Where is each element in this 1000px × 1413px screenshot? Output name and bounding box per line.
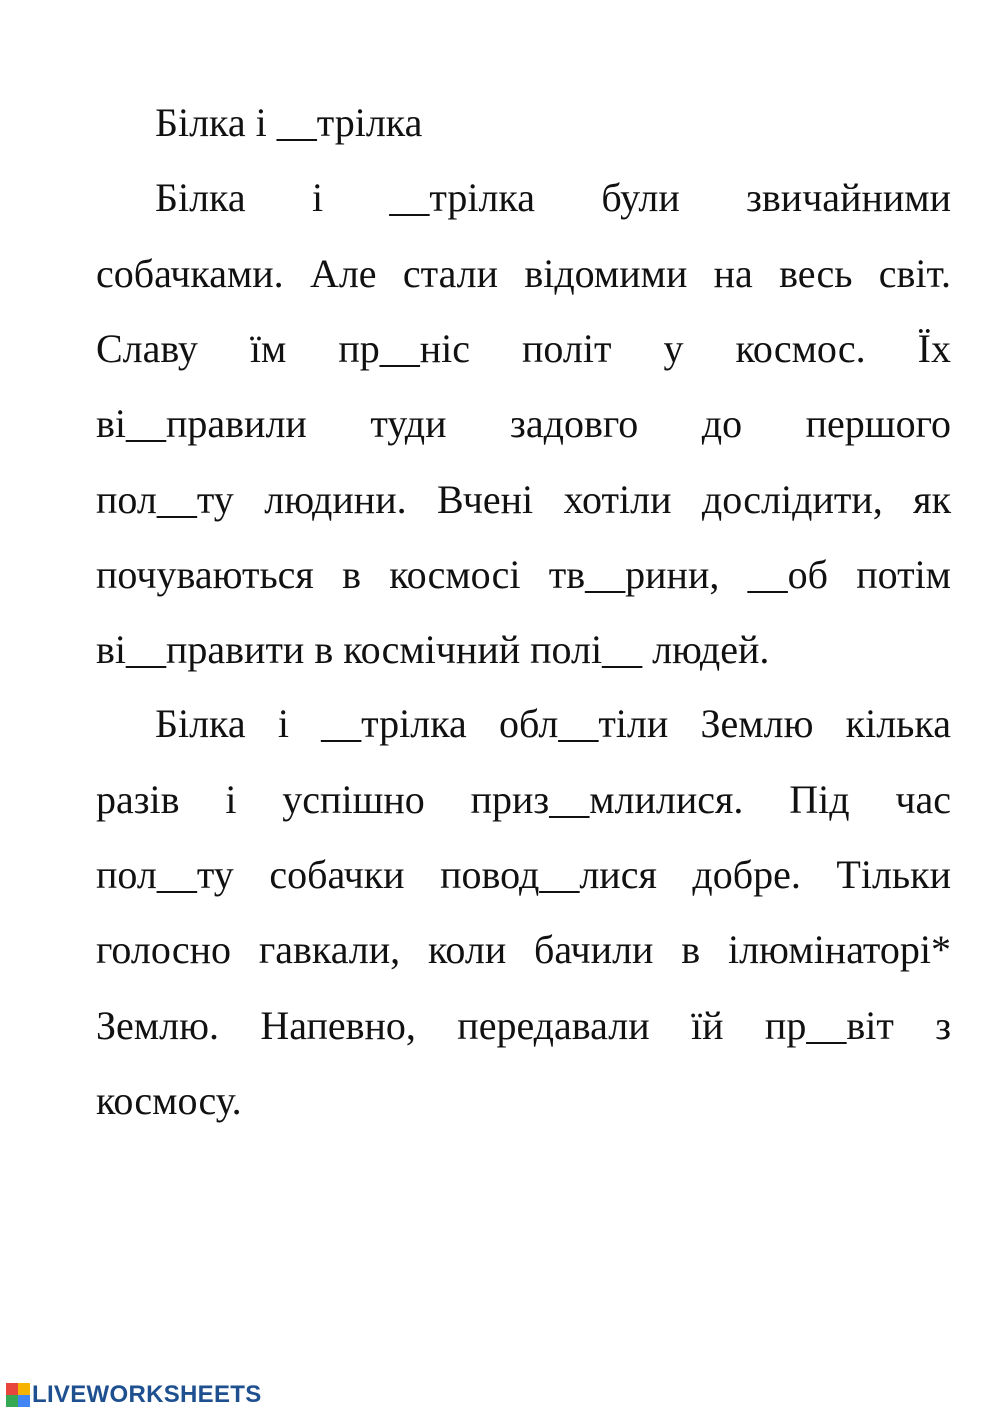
paragraph2-line: Землю. Напевно, передавали їй пр__віт з (96, 1003, 951, 1048)
liveworksheets-logo-text: LIVEWORKSHEETS (32, 1381, 262, 1408)
paragraph1-line: пол__ту людини. Вчені хотіли дослідити, як (96, 477, 951, 522)
paragraph2-line: пол__ту собачки повод__лися добре. Тільки (96, 852, 951, 897)
liveworksheets-logo[interactable] (6, 1381, 262, 1409)
paragraph1-line: ві__правити в космічний полі__ людей. (96, 627, 770, 672)
paragraph2-line: Білка і __трілка обл__тіли Землю кілька (155, 701, 951, 746)
paragraph1-line: Славу їм пр__ніс політ у космос. Їх (96, 326, 951, 371)
paragraph1-line: ві__правили туди задовго до першого (96, 401, 951, 446)
paragraph2-line: космосу. (96, 1078, 242, 1123)
paragraph2-line: голосно гавкали, коли бачили в ілюмінаторі* (96, 927, 951, 972)
paragraph1-line: Білка і __трілка були звичайними (155, 175, 951, 220)
paragraph2-line: разів і успішно приз__млилися. Під час (96, 777, 951, 822)
document-title: Білка і __трілка (155, 100, 423, 145)
paragraph1-line: почуваються в космосі тв__рини, __об потім (96, 552, 951, 597)
paragraph1-line: собачками. Але стали відомими на весь світ. (96, 251, 951, 296)
liveworksheets-logo-icon (6, 1383, 30, 1407)
